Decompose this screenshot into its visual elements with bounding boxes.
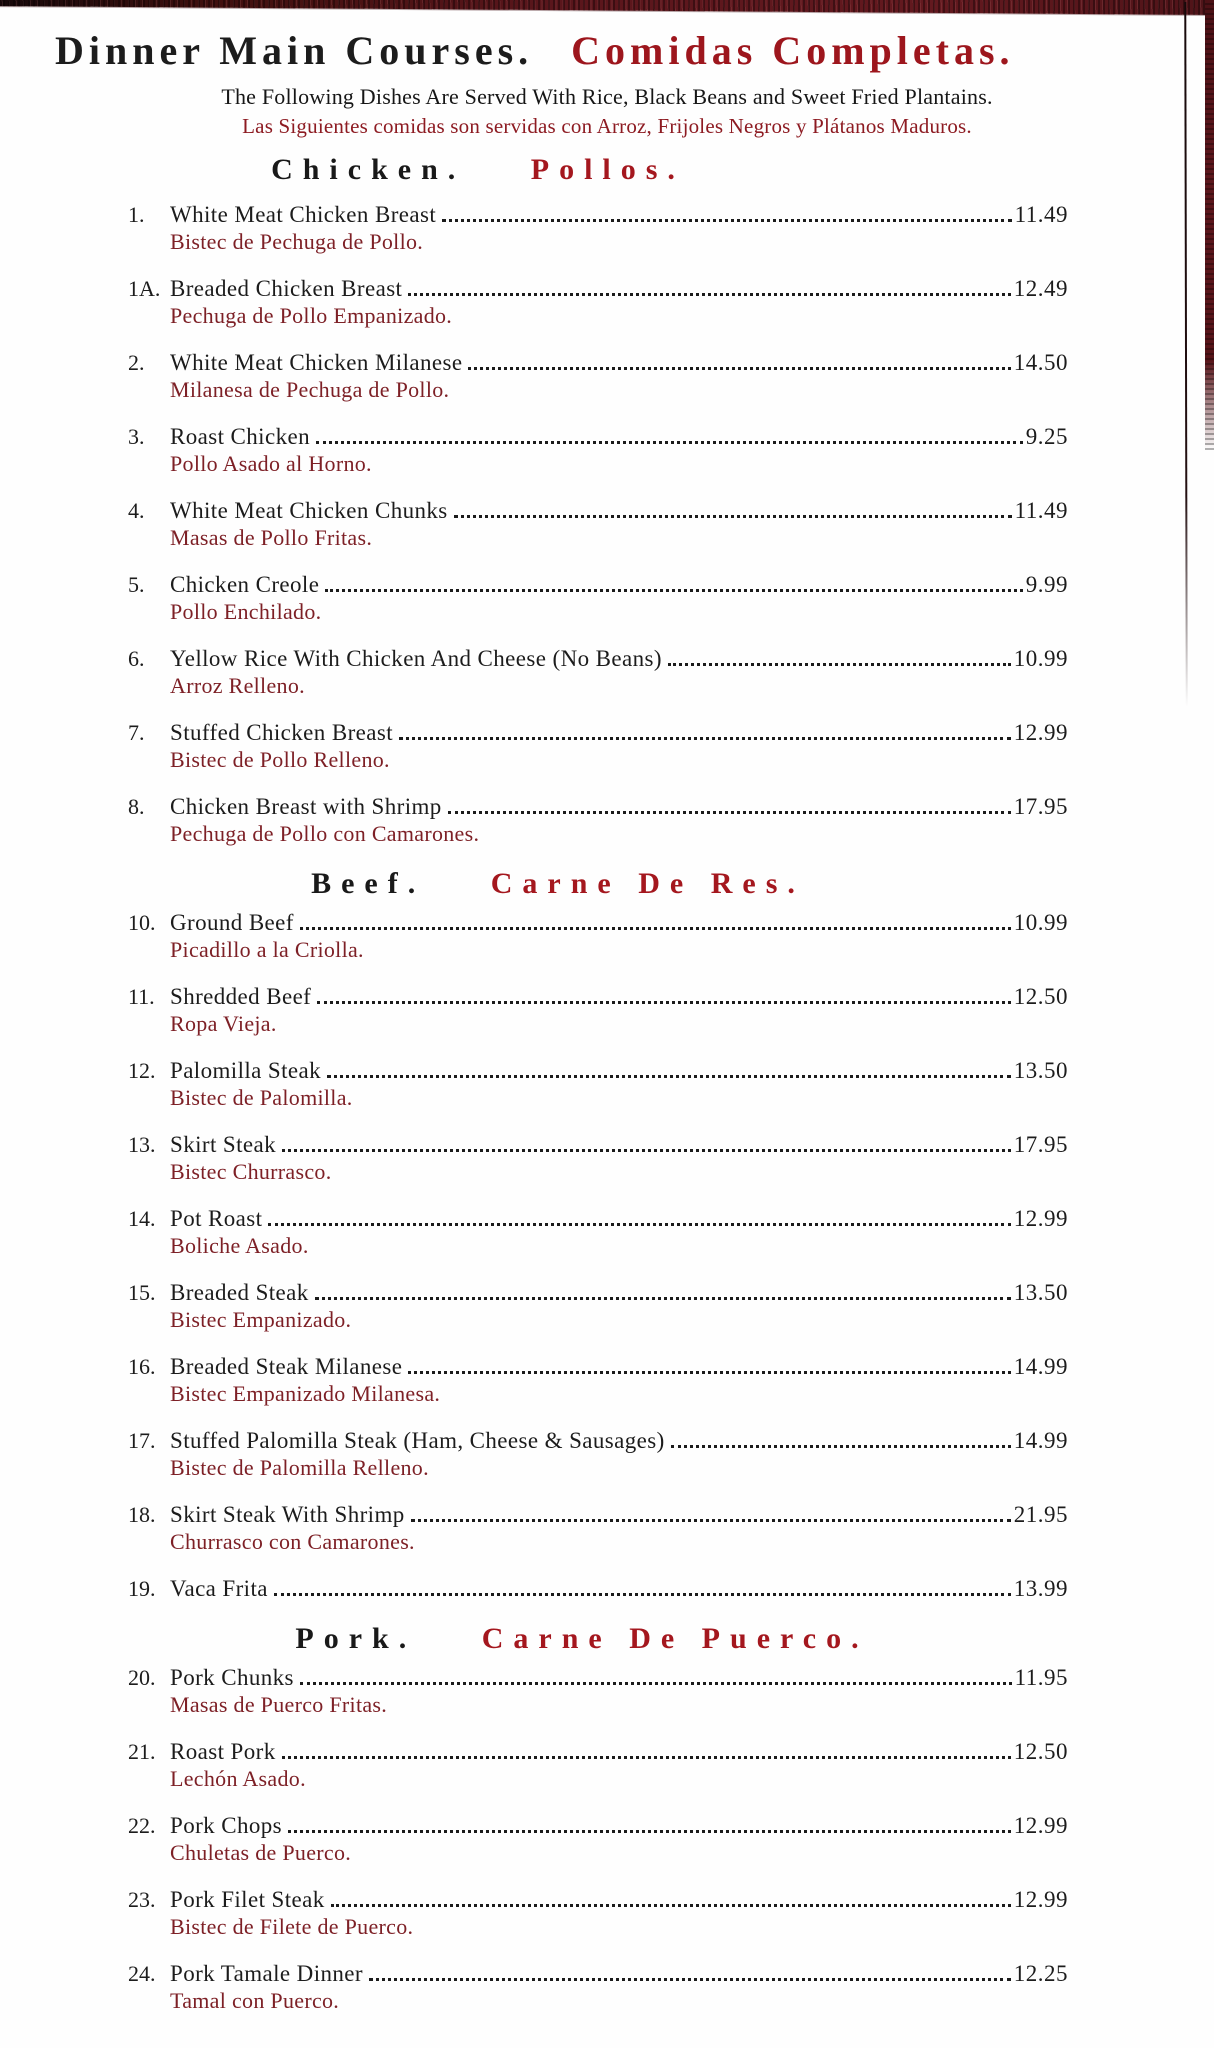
dot-leader: [454, 515, 1012, 518]
item-spanish-description: Milanesa de Pechuga de Pollo.: [170, 377, 450, 402]
item-name: Stuffed Chicken Breast: [170, 720, 393, 745]
menu-item-row: [128, 497, 1068, 524]
item-name: Skirt Steak: [170, 1132, 276, 1157]
dot-leader: [300, 1682, 1012, 1685]
dot-leader: [327, 1075, 1011, 1078]
item-number: 5.: [128, 572, 145, 597]
item-number: 10.: [128, 910, 156, 935]
item-spanish-description: Bistec de Palomilla.: [170, 1085, 353, 1110]
section-heading-spanish: Carne De Res.: [490, 867, 805, 900]
item-price: 12.25: [1013, 1961, 1068, 1986]
item-price: 10.99: [1013, 910, 1068, 935]
section-heading-spanish: Pollos.: [530, 153, 685, 186]
item-price: 17.95: [1013, 1132, 1068, 1157]
dot-leader: [448, 811, 1011, 814]
item-spanish-description: Pollo Asado al Horno.: [170, 451, 372, 476]
item-spanish-description: Arroz Relleno.: [170, 673, 305, 698]
item-price: 21.95: [1013, 1502, 1068, 1527]
item-price: 12.99: [1013, 720, 1068, 745]
dot-leader: [369, 1978, 1011, 1981]
item-price: 14.99: [1013, 1354, 1068, 1379]
item-spanish-description: Bistec de Pollo Relleno.: [170, 747, 390, 772]
menu-item-row: [128, 1812, 1068, 1839]
item-name: White Meat Chicken Chunks: [170, 498, 448, 523]
item-price: 17.95: [1013, 794, 1068, 819]
menu-item: [128, 645, 1068, 699]
item-name: Pork Chops: [170, 1813, 282, 1838]
item-number: 14.: [128, 1206, 156, 1231]
item-price: 10.99: [1013, 646, 1068, 671]
dot-leader: [288, 1830, 1011, 1833]
dot-leader: [442, 219, 1011, 222]
item-spanish-description: Ropa Vieja.: [170, 1011, 277, 1036]
dot-leader: [399, 737, 1011, 740]
item-price: 12.50: [1013, 1739, 1068, 1764]
item-number: 21.: [128, 1739, 156, 1764]
section-heading-english: Chicken.: [271, 153, 466, 186]
item-spanish-description: Bistec Empanizado Milanesa.: [170, 1381, 441, 1406]
menu-item: [128, 423, 1068, 477]
item-number: 2.: [128, 350, 145, 375]
item-name: Skirt Steak With Shrimp: [170, 1502, 405, 1527]
item-price: 13.99: [1013, 1576, 1068, 1601]
menu-item: [128, 201, 1068, 255]
item-spanish-description: Masas de Pollo Fritas.: [170, 525, 373, 550]
item-name: Breaded Steak Milanese: [170, 1354, 403, 1379]
item-number: 11.: [128, 984, 155, 1009]
item-name: Shredded Beef: [170, 984, 312, 1009]
menu-item: [128, 1131, 1068, 1185]
item-name: Pork Chunks: [170, 1665, 294, 1690]
item-price: 12.99: [1013, 1887, 1068, 1912]
subtitle-english: The Following Dishes Are Served With Rice, Black Beans and Sweet Fried Plantains.: [221, 84, 993, 109]
section-items: [128, 201, 1068, 847]
menu-item-row: [128, 1057, 1068, 1084]
dot-leader: [468, 367, 1010, 370]
section-heading-english: Pork.: [295, 1622, 417, 1655]
dot-leader: [671, 1445, 1011, 1448]
item-number: 3.: [128, 424, 145, 449]
menu-item: [128, 909, 1068, 963]
dot-leader: [268, 1223, 1010, 1226]
item-name: White Meat Chicken Breast: [170, 202, 437, 227]
item-price: 12.50: [1013, 984, 1068, 1009]
item-spanish-description: Churrasco con Camarones.: [170, 1529, 415, 1554]
item-number: 13.: [128, 1132, 156, 1157]
menu-item: [128, 1353, 1068, 1407]
menu-section: [128, 1622, 1068, 2014]
section-items: [128, 909, 1068, 1602]
menu-item-row: [128, 1960, 1068, 1987]
item-name: Pork Tamale Dinner: [170, 1961, 363, 1986]
item-spanish-description: Boliche Asado.: [170, 1233, 309, 1258]
menu-item: [128, 1960, 1068, 2014]
menu-item-row: [128, 983, 1068, 1010]
menu-item: [128, 349, 1068, 403]
item-name: Chicken Creole: [170, 572, 320, 597]
item-name: Pork Filet Steak: [170, 1887, 325, 1912]
section-heading: [8, 153, 948, 187]
menu-item-row: [128, 1738, 1068, 1765]
item-spanish-description: Tamal con Puerco.: [170, 1988, 340, 2013]
dot-leader: [325, 589, 1022, 592]
dot-leader: [282, 1149, 1011, 1152]
menu-item-row: [128, 1886, 1068, 1913]
menu-item-row: [128, 1575, 1068, 1602]
menu-item-row: [128, 793, 1068, 820]
item-name: Chicken Breast with Shrimp: [170, 794, 442, 819]
menu-item: [128, 1057, 1068, 1111]
menu-item-row: [128, 349, 1068, 376]
menu-item-row: [128, 201, 1068, 228]
menu-item: [128, 1205, 1068, 1259]
menu-item: [128, 1279, 1068, 1333]
menu-section: [128, 867, 1068, 1602]
item-number: 24.: [128, 1961, 156, 1986]
menu-item-row: [128, 1427, 1068, 1454]
menu-item: [128, 275, 1068, 329]
item-spanish-description: Bistec Empanizado.: [170, 1307, 352, 1332]
menu-item-row: [128, 1205, 1068, 1232]
item-number: 23.: [128, 1887, 156, 1912]
item-name: White Meat Chicken Milanese: [170, 350, 463, 375]
item-number: 1.: [128, 202, 145, 227]
item-price: 13.50: [1013, 1058, 1068, 1083]
menu-item: [128, 983, 1068, 1037]
item-spanish-description: Pollo Enchilado.: [170, 599, 322, 624]
menu-item-row: [128, 909, 1068, 936]
menu-item-row: [128, 571, 1068, 598]
menu-item-row: [128, 719, 1068, 746]
item-price: 14.50: [1013, 350, 1068, 375]
dot-leader: [274, 1593, 1011, 1596]
menu-item-row: [128, 1279, 1068, 1306]
item-number: 15.: [128, 1280, 156, 1305]
menu-sections: [128, 153, 1068, 2014]
section-heading-english: Beef.: [311, 867, 426, 900]
item-number: 22.: [128, 1813, 156, 1838]
item-spanish-description: Bistec Churrasco.: [170, 1159, 332, 1184]
item-number: 12.: [128, 1058, 156, 1083]
item-name: Yellow Rice With Chicken And Cheese (No Beans): [170, 646, 662, 671]
dot-leader: [315, 1297, 1011, 1300]
menu-item: [128, 1427, 1068, 1481]
item-price: 9.25: [1025, 424, 1068, 449]
item-name: Vaca Frita: [170, 1576, 268, 1601]
item-price: 12.49: [1013, 276, 1068, 301]
item-number: 18.: [128, 1502, 156, 1527]
item-number: 8.: [128, 794, 145, 819]
section-heading: [112, 1622, 1052, 1656]
menu-item: [128, 1664, 1068, 1718]
item-spanish-description: Bistec de Palomilla Relleno.: [170, 1455, 429, 1480]
menu-section: [128, 153, 1068, 847]
dot-leader: [408, 1371, 1010, 1374]
menu-item-row: [128, 1353, 1068, 1380]
title-english: Dinner Main Courses.: [55, 28, 534, 73]
dot-leader: [300, 927, 1011, 930]
menu-item-row: [128, 645, 1068, 672]
item-name: Pot Roast: [170, 1206, 263, 1231]
item-spanish-description: Bistec de Pechuga de Pollo.: [170, 229, 424, 254]
item-price: 9.99: [1025, 572, 1068, 597]
section-heading: [88, 867, 1028, 901]
item-name: Ground Beef: [170, 910, 294, 935]
item-number: 20.: [128, 1665, 156, 1690]
item-number: 7.: [128, 720, 145, 745]
item-spanish-description: Pechuga de Pollo con Camarones.: [170, 821, 480, 846]
menu-item-row: [128, 1664, 1068, 1691]
item-name: Palomilla Steak: [170, 1058, 322, 1083]
item-number: 17.: [128, 1428, 156, 1453]
item-price: 13.50: [1013, 1280, 1068, 1305]
menu-item: [128, 1501, 1068, 1555]
item-number: 4.: [128, 498, 145, 523]
menu-item: [128, 1812, 1068, 1866]
item-name: Roast Chicken: [170, 424, 310, 449]
dot-leader: [317, 1001, 1011, 1004]
subtitle-spanish: Las Siguientes comidas son servidas con Arroz, Frijoles Negros y Plátanos Maduros.: [242, 114, 972, 138]
menu-item: [128, 793, 1068, 847]
item-number: 1A.: [128, 276, 161, 301]
item-price: 11.95: [1014, 1665, 1068, 1690]
item-name: Breaded Chicken Breast: [170, 276, 403, 301]
dot-leader: [316, 441, 1023, 444]
menu-item-row: [128, 423, 1068, 450]
item-price: 14.99: [1013, 1428, 1068, 1453]
section-heading-spanish: Carne De Puerco.: [481, 1622, 869, 1655]
item-spanish-description: Picadillo a la Criolla.: [170, 937, 364, 962]
dot-leader: [668, 663, 1011, 666]
dot-leader: [331, 1904, 1011, 1907]
menu-item: [128, 719, 1068, 773]
item-spanish-description: Chuletas de Puerco.: [170, 1840, 352, 1865]
menu-item: [128, 497, 1068, 551]
menu-item-row: [128, 1131, 1068, 1158]
item-spanish-description: Lechón Asado.: [170, 1766, 306, 1791]
item-number: 16.: [128, 1354, 156, 1379]
menu-item-row: [128, 275, 1068, 302]
item-name: Roast Pork: [170, 1739, 276, 1764]
item-name: Breaded Steak: [170, 1280, 309, 1305]
section-items: [128, 1664, 1068, 2014]
dot-leader: [408, 293, 1010, 296]
item-price: 11.49: [1014, 202, 1068, 227]
item-number: 19.: [128, 1576, 156, 1601]
item-name: Stuffed Palomilla Steak (Ham, Cheese & Sausages): [170, 1428, 665, 1453]
menu-item: [128, 571, 1068, 625]
item-spanish-description: Pechuga de Pollo Empanizado.: [170, 303, 453, 328]
item-price: 12.99: [1013, 1206, 1068, 1231]
item-number: 6.: [128, 646, 145, 671]
menu-item: [128, 1886, 1068, 1940]
menu-item: [128, 1738, 1068, 1792]
right-border-texture: [1205, 0, 1214, 450]
item-price: 12.99: [1013, 1813, 1068, 1838]
menu-item-row: [128, 1501, 1068, 1528]
menu-item: [128, 1575, 1068, 1602]
item-spanish-description: Masas de Puerco Fritas.: [170, 1692, 388, 1717]
title-spanish: Comidas Completas.: [571, 28, 1015, 73]
item-price: 11.49: [1014, 498, 1068, 523]
dot-leader: [411, 1519, 1011, 1522]
item-spanish-description: Bistec de Filete de Puerco.: [170, 1914, 414, 1939]
dot-leader: [282, 1756, 1011, 1759]
